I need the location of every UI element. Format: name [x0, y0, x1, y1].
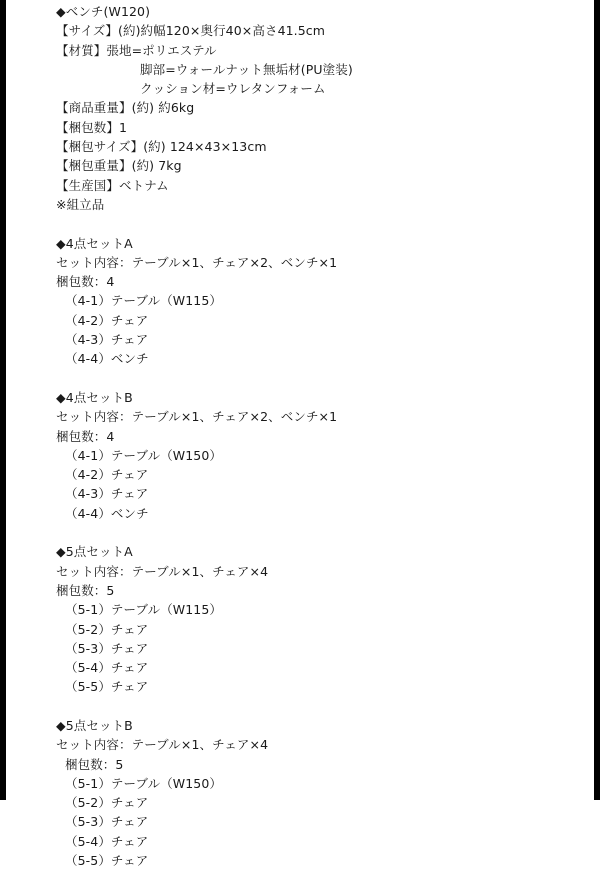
spec-line: （4-4）ベンチ: [65, 351, 149, 367]
spec-section-heading: ◆ベンチ(W120): [56, 4, 151, 19]
spec-line: （5-4）チェア: [65, 660, 149, 676]
spec-line: セット内容：テーブル×1、チェア×2、ベンチ×1: [56, 409, 338, 425]
spec-line: 【サイズ】(約)約幅120×奥行40×高さ41.5cm: [56, 23, 326, 39]
spec-line: （4-2）チェア: [65, 312, 149, 328]
spacer-line: [56, 523, 556, 542]
spec-section-heading: ◆5点セットA: [56, 544, 133, 560]
spec-line: 【商品重量】(約) 約6kg: [56, 100, 195, 116]
spec-line: 梱包数：5: [65, 756, 124, 772]
spec-line: セット内容：テーブル×1、チェア×2、ベンチ×1: [56, 254, 338, 270]
spec-line: （5-1）テーブル（W115）: [65, 602, 223, 618]
spec-section-heading: ◆4点セットB: [56, 389, 133, 405]
spec-section-heading: ◆4点セットA: [56, 235, 133, 251]
spec-line: （5-5）チェア: [65, 679, 149, 695]
spacer-line: [56, 369, 556, 388]
spec-line: （4-4）ベンチ: [65, 505, 149, 521]
spacer-line: [56, 697, 556, 716]
spec-line: （5-4）チェア: [65, 833, 149, 849]
spec-line: 【生産国】ベトナム: [56, 177, 169, 193]
spec-line: （4-1）テーブル（W150）: [65, 447, 223, 463]
spec-line: （5-5）チェア: [65, 853, 149, 869]
spec-line: （4-1）テーブル（W115）: [65, 293, 223, 309]
left-border-bar: [0, 0, 6, 800]
spec-line: （5-3）チェア: [65, 640, 149, 656]
spec-line: （5-2）チェア: [65, 621, 149, 637]
right-border-bar: [594, 0, 600, 800]
spec-line: 【梱包サイズ】(約) 124×43×13cm: [56, 139, 267, 155]
spacer-line: [56, 214, 556, 233]
spec-line: （4-3）チェア: [65, 486, 149, 502]
spec-line: 【梱包数】1: [56, 119, 128, 135]
spec-line: （4-2）チェア: [65, 467, 149, 483]
spec-line: 梱包数：4: [56, 428, 115, 444]
spec-line: （5-2）チェア: [65, 795, 149, 811]
spec-line: 【梱包重量】(約) 7kg: [56, 158, 182, 174]
spec-line: セット内容：テーブル×1、チェア×4: [56, 737, 269, 753]
spec-text-block: [56, 0, 556, 870]
spec-line: 【材質】張地=ポリエステル: [56, 42, 217, 58]
spec-line: 梱包数：4: [56, 274, 115, 290]
spec-line: （5-1）テーブル（W150）: [65, 775, 223, 791]
spec-line: クッション材=ウレタンフォーム: [140, 81, 326, 97]
spec-line: （4-3）チェア: [65, 332, 149, 348]
spec-line: セット内容：テーブル×1、チェア×4: [56, 563, 269, 579]
spec-line: ※組立品: [56, 196, 105, 212]
spec-line: （5-3）チェア: [65, 814, 149, 830]
spec-line: 梱包数：5: [56, 582, 115, 598]
spec-line: 脚部=ウォールナット無垢材(PU塗装): [140, 61, 353, 77]
spec-section-heading: ◆5点セットB: [56, 717, 133, 733]
